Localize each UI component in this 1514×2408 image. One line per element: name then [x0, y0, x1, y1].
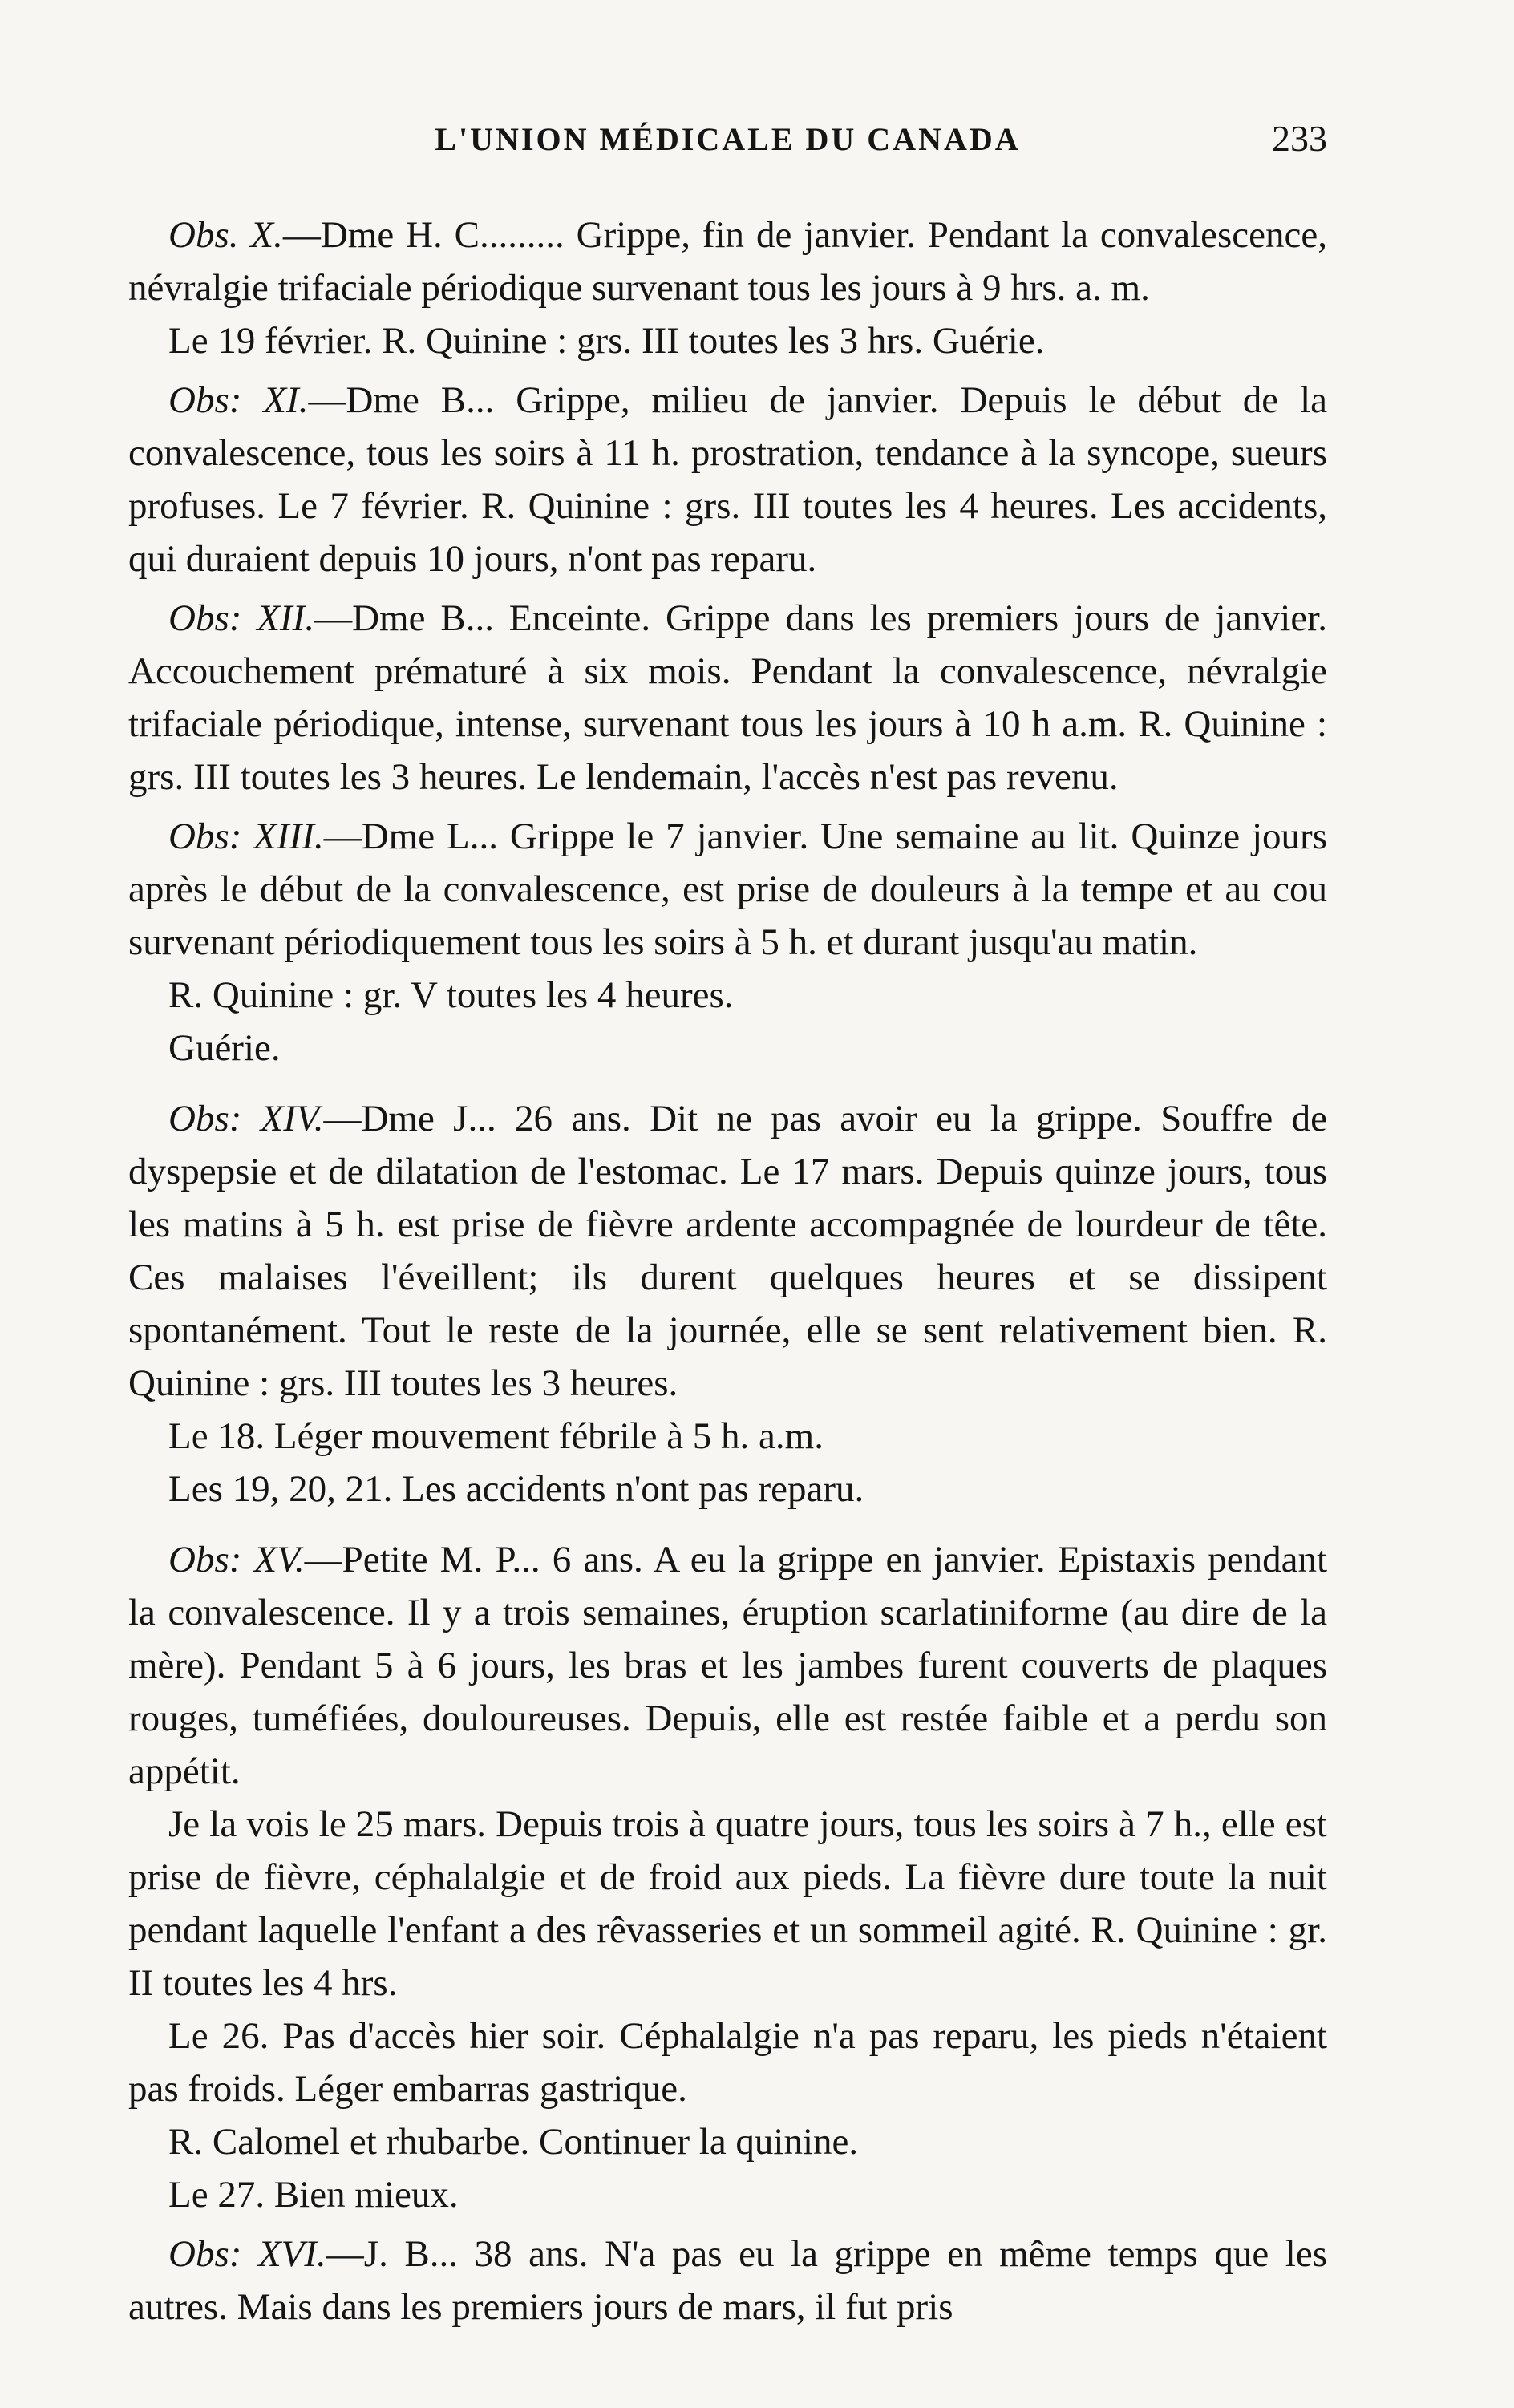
observation-label: Obs: XII.: [168, 597, 315, 639]
observation-label: Obs: XV.: [168, 1539, 305, 1580]
paragraph: Je la vois le 25 mars. Depuis trois à quatre jours, tous les soirs à 7 h., elle est prise de fièvre, céphalalgie et de froid aux pieds. La fièvre dure toute la nuit pendant laquelle l'enfant a des rêvasseries et un sommeil agité. R. Quinine : gr. II toutes les 4 hrs.: [128, 1803, 1327, 2004]
paragraph: [128, 1533, 1327, 1798]
observation-x: [128, 208, 1327, 367]
running-head: L'UNION MÉDICALE DU CANADA: [435, 121, 1021, 157]
observation-label: Obs: XIII.: [168, 815, 324, 857]
paragraph: R. Quinine : gr. V toutes les 4 heures.: [168, 974, 734, 1016]
paragraph: [128, 592, 1327, 803]
page: [128, 120, 1327, 2333]
observation-label: Obs. X.: [168, 214, 283, 256]
paragraph-text: —J. B... 38 ans. N'a pas eu la grippe en même temps que les autres. Mais dans les premiers jours de mars, il fut pris: [128, 2233, 1327, 2328]
paragraph: Le 26. Pas d'accès hier soir. Céphalalgie n'a pas reparu, les pieds n'étaient pas froids. Léger embarras gastrique.: [128, 2015, 1327, 2110]
paragraph: [128, 208, 1327, 314]
paragraph: [128, 810, 1327, 969]
paragraph-text: —Dme L... Grippe le 7 janvier. Une semaine au lit. Quinze jours après le début de la convalescence, est prise de douleurs à la tempe et au cou survenant périodiquement tous les soirs à 5 h. et durant jusqu'au matin.: [128, 815, 1327, 963]
observation-xiv: [128, 1092, 1327, 1516]
observation-label: Obs: XVI.: [168, 2233, 326, 2275]
observation-xvi: [128, 2228, 1327, 2333]
paragraph: Le 19 février. R. Quinine : grs. III toutes les 3 hrs. Guérie.: [168, 320, 1045, 362]
paragraph-text: —Dme H. C......... Grippe, fin de janvier. Pendant la convalescence, névralgie trifaciale périodique survenant tous les jours à 9 hrs. a. m.: [128, 214, 1327, 309]
paragraph-text: —Dme J... 26 ans. Dit ne pas avoir eu la grippe. Souffre de dyspepsie et de dilatation de l'estomac. Le 17 mars. Depuis quinze jours, tous les matins à 5 h. est prise de fièvre ardente accompagnée de lourdeur de tête. Ces malaises l'éveillent; ils durent quelques heures et se dissipent spontanément. Tout le reste de la journée, elle se sent relativement bien. R. Quinine : grs. III toutes les 3 heures.: [128, 1098, 1327, 1404]
paragraph: Le 27. Bien mieux.: [168, 2174, 459, 2216]
paragraph: [128, 374, 1327, 585]
paragraph: [128, 1092, 1327, 1410]
observation-label: Obs: XIV.: [168, 1098, 324, 1139]
observation-xv: [128, 1533, 1327, 2221]
paragraph-text: —Dme B... Grippe, milieu de janvier. Depuis le début de la convalescence, tous les soirs à 11 h. prostration, tendance à la syncope, sueurs profuses. Le 7 février. R. Quinine : grs. III toutes les 4 heures. Les accidents, qui duraient depuis 10 jours, n'ont pas reparu.: [128, 379, 1328, 580]
page-header: [128, 120, 1327, 176]
observation-label: Obs: XI.: [168, 379, 309, 421]
observation-xiii: [128, 810, 1327, 1074]
paragraph-text: —Petite M. P... 6 ans. A eu la grippe en janvier. Epistaxis pendant la convalescence. Il y a trois semaines, éruption scarlatiniforme (au dire de la mère). Pendant 5 à 6 jours, les bras et les jambes furent couverts de plaques rouges, tuméfiées, douloureuses. Depuis, elle est restée faible et a perdu son appétit.: [128, 1539, 1327, 1792]
paragraph: Les 19, 20, 21. Les accidents n'ont pas reparu.: [168, 1468, 864, 1510]
paragraph: [128, 2228, 1327, 2333]
observation-xi: [128, 374, 1327, 585]
paragraph: R. Calomel et rhubarbe. Continuer la quinine.: [168, 2121, 859, 2163]
page-number: 233: [1272, 118, 1327, 159]
observation-xii: [128, 592, 1327, 803]
paragraph: Le 18. Léger mouvement fébrile à 5 h. a.m.: [168, 1415, 824, 1457]
paragraph-text: —Dme B... Enceinte. Grippe dans les premiers jours de janvier. Accouchement prématuré à six mois. Pendant la convalescence, névralgie trifaciale périodique, intense, survenant tous les jours à 10 h a.m. R. Quinine : grs. III toutes les 3 heures. Le lendemain, l'accès n'est pas revenu.: [128, 597, 1327, 798]
paragraph: Guérie.: [168, 1027, 281, 1069]
